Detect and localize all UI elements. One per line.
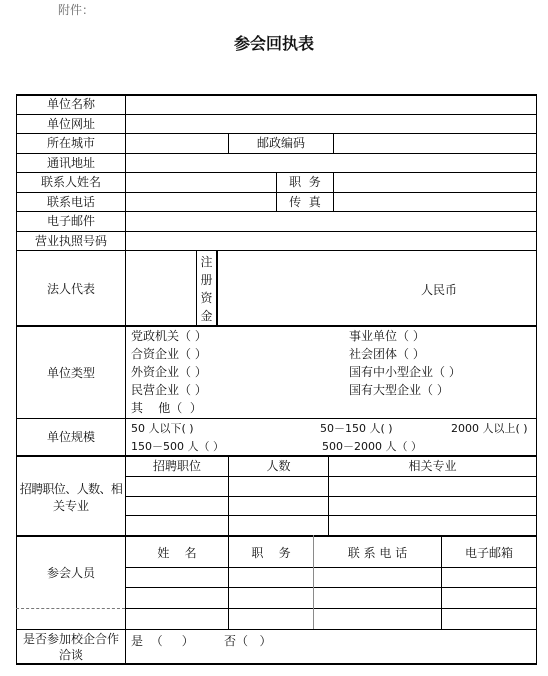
label-contact-name: 联系人姓名 — [40, 175, 101, 189]
option-other[interactable]: 其 他（ ） — [131, 401, 202, 415]
option-foreign-enterprise[interactable]: 外资企业（ ） — [131, 365, 207, 379]
address-field[interactable] — [126, 154, 536, 172]
label-email: 电子邮件 — [46, 214, 95, 228]
contact-name-field[interactable] — [126, 173, 276, 192]
header-recruit-position: 招聘职位 — [152, 459, 201, 473]
option-scale-under-50[interactable]: 50 人以下( ) — [131, 422, 194, 435]
label-school-cooperation: 是否参加校企合作 洽谈 — [22, 632, 119, 662]
form-title: 参会回执表 — [233, 34, 314, 53]
fax-field[interactable] — [334, 193, 536, 211]
header-attendee-phone: 联 系 电 话 — [347, 546, 408, 560]
header-attendee-email: 电子邮箱 — [464, 546, 513, 560]
label-license-number: 营业执照号码 — [34, 234, 107, 248]
company-name-field[interactable] — [126, 95, 536, 114]
label-address: 通讯地址 — [46, 156, 95, 170]
position-field[interactable] — [334, 173, 536, 192]
option-party-government[interactable]: 党政机关（ ） — [131, 329, 207, 343]
option-scale-over-2000[interactable]: 2000 人以上( ) — [451, 422, 528, 435]
label-company-type: 单位类型 — [46, 366, 95, 380]
email-field[interactable] — [126, 212, 536, 231]
recruitment-rows[interactable] — [126, 477, 536, 535]
label-company-website: 单位网址 — [46, 117, 95, 131]
license-number-field[interactable] — [126, 232, 536, 250]
header-recruit-major: 相关专业 — [408, 459, 457, 473]
company-website-field[interactable] — [126, 115, 536, 133]
registered-capital-field[interactable] — [218, 251, 536, 325]
option-state-large[interactable]: 国有大型企业（ ） — [349, 383, 449, 397]
label-legal-rep: 法人代表 — [46, 282, 95, 296]
option-scale-150-500[interactable]: 150－500 人（ ） — [131, 440, 224, 453]
label-fax: 传 真 — [289, 195, 321, 209]
city-field[interactable] — [126, 134, 228, 153]
label-registered-capital: 注 册 资 金 — [200, 255, 213, 323]
option-social-organization[interactable]: 社会团体（ ） — [349, 347, 425, 361]
attachment-label: 附件： — [58, 3, 95, 17]
label-postal-code: 邮政编码 — [256, 136, 305, 150]
label-company-scale: 单位规模 — [46, 430, 95, 444]
label-company-name: 单位名称 — [46, 97, 95, 111]
currency-label: 人民币 — [421, 283, 458, 297]
option-public-institution[interactable]: 事业单位（ ） — [349, 329, 425, 343]
label-attendees: 参会人员 — [46, 566, 95, 580]
option-joint-venture[interactable]: 合资企业（ ） — [131, 347, 207, 361]
contact-phone-field[interactable] — [126, 193, 276, 211]
option-cooperation-no[interactable]: 否（ ） — [224, 634, 272, 648]
option-private-enterprise[interactable]: 民营企业（ ） — [131, 383, 207, 397]
postal-code-field[interactable] — [334, 134, 536, 153]
legal-rep-field[interactable] — [126, 251, 196, 325]
option-cooperation-yes[interactable]: 是 （ ） — [131, 634, 194, 648]
option-scale-50-150[interactable]: 50－150 人( ) — [320, 422, 393, 435]
label-position: 职 务 — [289, 175, 321, 189]
header-attendee-name: 姓 名 — [157, 546, 197, 560]
label-contact-phone: 联系电话 — [46, 195, 95, 209]
header-attendee-position: 职 务 — [251, 546, 291, 560]
option-state-sme[interactable]: 国有中小型企业（ ） — [349, 365, 461, 379]
label-recruitment: 招聘职位、人数、相 关专业 — [19, 482, 123, 513]
label-city: 所在城市 — [46, 136, 95, 150]
attendee-rows[interactable] — [126, 568, 536, 629]
header-recruit-count: 人数 — [266, 459, 291, 473]
option-scale-500-2000[interactable]: 500－2000 人（ ） — [322, 440, 422, 453]
